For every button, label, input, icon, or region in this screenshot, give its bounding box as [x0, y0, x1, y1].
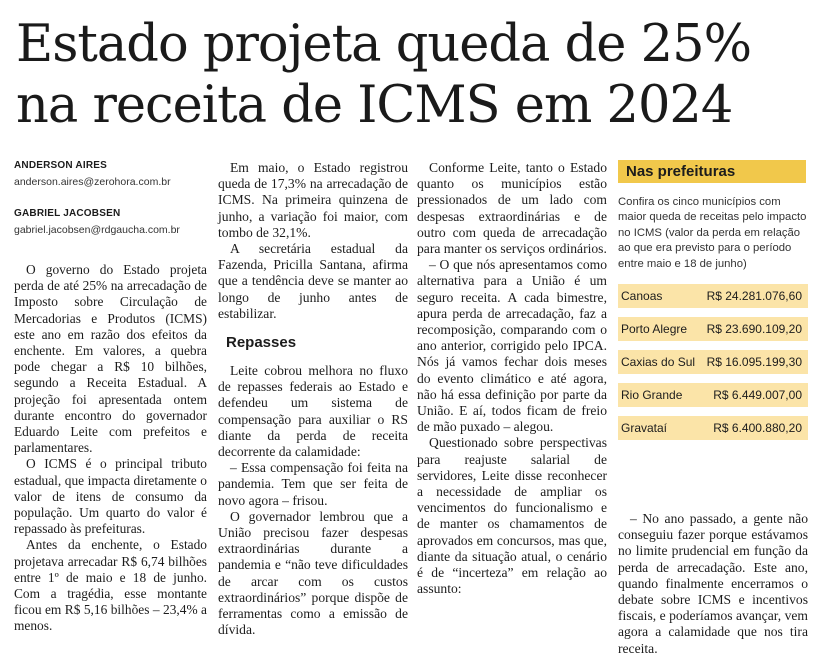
- sidebar-box-title: Nas prefeituras: [618, 160, 806, 183]
- paragraph: Em maio, o Estado registrou queda de 17,3% na arrecadação de ICMS. Na primeira quinzena de junho, a variação foi maior, com tombo de 32,1%.: [218, 160, 408, 240]
- loss-value: R$ 16.095.199,30: [706, 355, 802, 370]
- paragraph: Questionado sobre perspectivas para reajuste salarial de servidores, Leite disse reconhecer a necessidade de ampliar os vencimentos do funcionalismo e de manter os chamamentos de aprovados em concursos, mas que, diante da situação atual, o cenário é de “incerteza” em relação ao assunto:: [417, 435, 607, 597]
- paragraph: O governo do Estado projeta perda de até 25% na arrecadação de Imposto sobre Circulação de Mercadorias e Produtos (ICMS) este ano em razão dos efeitos da enchente. Em valores, a quebra pode chegar a R$ 10 bilhões, segundo a Receita Estadual. A projeção foi apresentada ontem durante encontro do governador Eduardo Leite com prefeitos e parlamentares.: [14, 262, 207, 456]
- paragraph: A secretária estadual da Fazenda, Pricilla Santana, afirma que a tendência deve se manter ao longo de junho antes de estabilizar.: [218, 241, 408, 321]
- table-row: [618, 317, 808, 341]
- paragraph: Conforme Leite, tanto o Estado quanto os municípios estão pressionados de um lado com despesas extraordinárias e de outro com queda de arrecadação para manter os serviços ordinários.: [417, 160, 607, 257]
- city-name: Canoas: [621, 289, 663, 304]
- paragraph: – No ano passado, a gente não conseguiu fazer porque estávamos no limite prudencial em função da perda de arrecadação. Este ano, quando finalmente encerramos o debate sobre ICMS e incentivos fiscais, e poderíamos avançar, vem agora a calamidade que nos tira receita.: [618, 511, 808, 656]
- paragraph: – Essa compensação foi feita na pandemia. Tem que ser feita de novo agora – frisou.: [218, 460, 408, 508]
- city-name: Rio Grande: [621, 388, 683, 403]
- paragraph: O ICMS é o principal tributo estadual, que impacta diretamente o valor de itens de consumo da população. Um quarto do valor é repassado às prefeituras.: [14, 456, 207, 537]
- paragraph: O governador lembrou que a União precisou fazer despesas extraordinárias durante a pandemia e “não teve dificuldades de arcar com os custos extraordinários” porque dispõe de ferramentas como a emissão de dívida.: [218, 508, 408, 638]
- byline-2: [14, 208, 207, 236]
- byline-1: [14, 160, 207, 188]
- paragraph: Leite cobrou melhora no fluxo de repasses federais ao Estado e defendeu um sistema de compensação para auxiliar o RS diante da perda de receita decorrente da calamidade:: [218, 363, 408, 460]
- paragraph: Antes da enchente, o Estado projetava arrecadar R$ 6,74 bilhões entre 1º de maio e 18 de junho. Com a tragédia, esse montante ficou em R$ 5,16 bilhões – 23,4% a menos.: [14, 537, 207, 634]
- sidebar-box-intro: Confira os cinco municípios com maior queda de receitas pelo impacto no ICMS (valor da perda em relação ao que era previsto para o período entre maio e 18 de junho): [618, 196, 807, 270]
- headline-line-2: na receita de ICMS em 2024: [16, 76, 733, 135]
- column-4: [618, 160, 808, 657]
- headline-line-1: Estado projeta queda de 25%: [16, 15, 752, 74]
- author-email: gabriel.jacobsen@rdgaucha.com.br: [14, 224, 180, 236]
- table-row: [618, 383, 808, 407]
- table-row: [618, 284, 808, 308]
- loss-value: R$ 23.690.109,20: [706, 322, 802, 337]
- table-row: [618, 416, 808, 440]
- author-name: GABRIEL JACOBSEN: [14, 208, 121, 219]
- city-name: Gravataí: [621, 421, 668, 436]
- table-row: [618, 350, 808, 374]
- loss-value: R$ 6.400.880,20: [713, 421, 802, 436]
- column-1: [14, 160, 207, 635]
- headline: [16, 14, 811, 136]
- spacer: [618, 449, 808, 511]
- author-email: anderson.aires@zerohora.com.br: [14, 176, 171, 188]
- subhead: Repasses: [226, 334, 297, 352]
- column-3: [417, 160, 607, 597]
- loss-value: R$ 24.281.076,60: [706, 289, 802, 304]
- author-name: ANDERSON AIRES: [14, 160, 107, 171]
- column-2: [218, 160, 408, 638]
- paragraph: – O que nós apresentamos como alternativa para a União é um seguro receita. A cada bimestre, apura perda de arrecadação, faz a recomposição, comparando com o ano anterior, corrigido pelo IPCA. Nós já vamos fechar dois meses do evento climático e até agora, não há essa definição por parte da União. E aí, todos ficam de freio de mão puxado – alegou.: [417, 257, 607, 435]
- city-name: Caxias do Sul: [621, 355, 696, 370]
- municipality-table: [618, 284, 808, 440]
- city-name: Porto Alegre: [621, 322, 688, 337]
- loss-value: R$ 6.449.007,00: [713, 388, 802, 403]
